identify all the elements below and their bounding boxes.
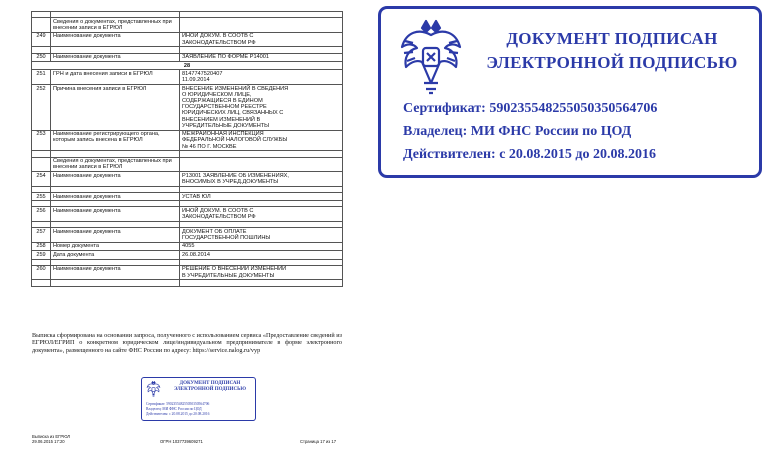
row-value: ДОКУМЕНТ ОБ ОПЛАТЕ ГОСУДАРСТВЕННОЙ ПОШЛИНЫ bbox=[180, 228, 343, 243]
section-title: Сведения о документах, представленных при внесении записи в ЕГРЮЛ bbox=[51, 18, 180, 33]
registry-table bbox=[31, 11, 343, 287]
electronic-signature-stamp bbox=[378, 6, 762, 178]
stamp-title-line-2: ЭЛЕКТРОННОЙ ПОДПИСЬЮ bbox=[486, 53, 738, 72]
small-signature-stamp bbox=[141, 377, 256, 421]
empty-cell bbox=[32, 18, 51, 33]
row-number: 256 bbox=[32, 207, 51, 222]
row-label: Наименование документа bbox=[51, 192, 180, 200]
table-row bbox=[32, 207, 343, 222]
group-number: 28 bbox=[32, 61, 343, 69]
row-label: Наименование документа bbox=[51, 207, 180, 222]
extract-footnote: Выписка сформирована на основании запроса, полученного с использованием сервиса «Предоставление сведений из ЕГРЮЛ/ЕГРИП о конкретном юридическом лице/индивидуальном предпринимателе в форме электронного документа», размещенного на сайте ФНС России по адресу: https://service.nalog.ru/vyp bbox=[32, 332, 342, 354]
row-number: 252 bbox=[32, 84, 51, 130]
table-row bbox=[32, 192, 343, 200]
table-section-row bbox=[32, 18, 343, 33]
small-stamp-owner: Владелец: МИ ФНС России по ЦОД bbox=[146, 407, 202, 411]
table-row bbox=[32, 130, 343, 151]
empty-cell bbox=[180, 18, 343, 33]
empty-cell bbox=[32, 157, 51, 172]
spacer-cell bbox=[32, 280, 51, 286]
row-number: 249 bbox=[32, 32, 51, 47]
footer-ogrn: ОГРН 1037739609271 bbox=[160, 439, 203, 444]
row-number: 251 bbox=[32, 70, 51, 85]
table-group-row bbox=[32, 61, 343, 69]
stamp-validity: Действителен: с 20.08.2015 до 20.08.2016 bbox=[403, 147, 656, 162]
row-label: Дата документа bbox=[51, 251, 180, 259]
row-label: Причина внесения записи в ЕГРЮЛ bbox=[51, 84, 180, 130]
table-row bbox=[32, 172, 343, 187]
stamp-certificate: Сертификат: 590235548255050350564706 bbox=[403, 101, 658, 116]
row-number: 253 bbox=[32, 130, 51, 151]
row-label: Наименование регистрирующего органа, которым запись внесена в ЕГРЮЛ bbox=[51, 130, 180, 151]
row-value: 8147747520407 11.09.2014 bbox=[180, 70, 343, 85]
row-value: УСТАВ ЮЛ bbox=[180, 192, 343, 200]
row-value: 4055 bbox=[180, 242, 343, 250]
table-row bbox=[32, 84, 343, 130]
table-row bbox=[32, 242, 343, 250]
row-number: 254 bbox=[32, 172, 51, 187]
row-label: Наименование документа bbox=[51, 228, 180, 243]
stamp-title bbox=[477, 27, 747, 75]
row-value: Р13001 ЗАЯВЛЕНИЕ ОБ ИЗМЕНЕНИЯХ, ВНОСИМЫХ В УЧРЕД.ДОКУМЕНТЫ bbox=[180, 172, 343, 187]
small-stamp-validity: Действителен: с 20.08.2015 до 20.08.2016 bbox=[146, 412, 210, 416]
table-section-row bbox=[32, 157, 343, 172]
table-row bbox=[32, 32, 343, 47]
coat-of-arms-icon bbox=[399, 19, 463, 95]
table-spacer-row bbox=[32, 280, 343, 286]
row-value: ИНОЙ ДОКУМ. В СООТВ С ЗАКОНОДАТЕЛЬСТВОМ РФ bbox=[180, 32, 343, 47]
row-label: Наименование документа bbox=[51, 265, 180, 280]
table-row bbox=[32, 251, 343, 259]
row-value: РЕШЕНИЕ О ВНЕСЕНИИ ИЗМЕНЕНИЙ В УЧРЕДИТЕЛЬНЫЕ ДОКУМЕНТЫ bbox=[180, 265, 343, 280]
row-number: 258 bbox=[32, 242, 51, 250]
row-label: Наименование документа bbox=[51, 32, 180, 47]
document-page bbox=[24, 8, 350, 458]
row-number: 250 bbox=[32, 53, 51, 61]
row-value: МЕЖРАЙОННАЯ ИНСПЕКЦИЯ ФЕДЕРАЛЬНОЙ НАЛОГОВОЙ СЛУЖБЫ № 46 ПО Г. МОСКВЕ bbox=[180, 130, 343, 151]
row-number: 255 bbox=[32, 192, 51, 200]
footer-extract-info: Выписка из ЕГРЮЛ 29.06.2015 17:20 bbox=[32, 434, 70, 444]
row-number: 260 bbox=[32, 265, 51, 280]
row-label: ГРН и дата внесения записи в ЕГРЮЛ bbox=[51, 70, 180, 85]
coat-of-arms-icon bbox=[145, 381, 162, 398]
stamp-owner: Владелец: МИ ФНС России по ЦОД bbox=[403, 124, 632, 139]
row-label: Номер документа bbox=[51, 242, 180, 250]
row-value: 26.08.2014 bbox=[180, 251, 343, 259]
table-row bbox=[32, 70, 343, 85]
row-number: 257 bbox=[32, 228, 51, 243]
footer-page-number: Страница 17 из 17 bbox=[300, 439, 337, 444]
stamp-title-line-1: ДОКУМЕНТ ПОДПИСАН bbox=[506, 29, 718, 48]
table-row bbox=[32, 228, 343, 243]
empty-cell bbox=[180, 157, 343, 172]
spacer-cell bbox=[180, 280, 343, 286]
row-label: Наименование документа bbox=[51, 53, 180, 61]
table-row bbox=[32, 265, 343, 280]
row-value: ВНЕСЕНИЕ ИЗМЕНЕНИЙ В СВЕДЕНИЯ О ЮРИДИЧЕСКОМ ЛИЦЕ, СОДЕРЖАЩИЕСЯ В ЕДИНОМ ГОСУДАРСТВЕННОМ РЕЕСТРЕ ЮРИДИЧЕСКИХ ЛИЦ, СВЯЗАННЫХ С ВНЕСЕНИЕМ ИЗМЕНЕНИЙ В УЧРЕДИТЕЛЬНЫЕ ДОКУМЕНТЫ bbox=[180, 84, 343, 130]
row-number: 259 bbox=[32, 251, 51, 259]
small-stamp-title: ДОКУМЕНТ ПОДПИСАН ЭЛЕКТРОННОЙ ПОДПИСЬЮ bbox=[173, 381, 247, 392]
row-label: Наименование документа bbox=[51, 172, 180, 187]
section-title: Сведения о документах, представленных при внесении записи в ЕГРЮЛ bbox=[51, 157, 180, 172]
table-row bbox=[32, 53, 343, 61]
small-stamp-certificate: Сертификат: 590235548255050350564706 bbox=[146, 402, 210, 406]
row-value: ЗАЯВЛЕНИЕ ПО ФОРМЕ Р14001 bbox=[180, 53, 343, 61]
spacer-cell bbox=[51, 280, 180, 286]
row-value: ИНОЙ ДОКУМ. В СООТВ С ЗАКОНОДАТЕЛЬСТВОМ РФ bbox=[180, 207, 343, 222]
